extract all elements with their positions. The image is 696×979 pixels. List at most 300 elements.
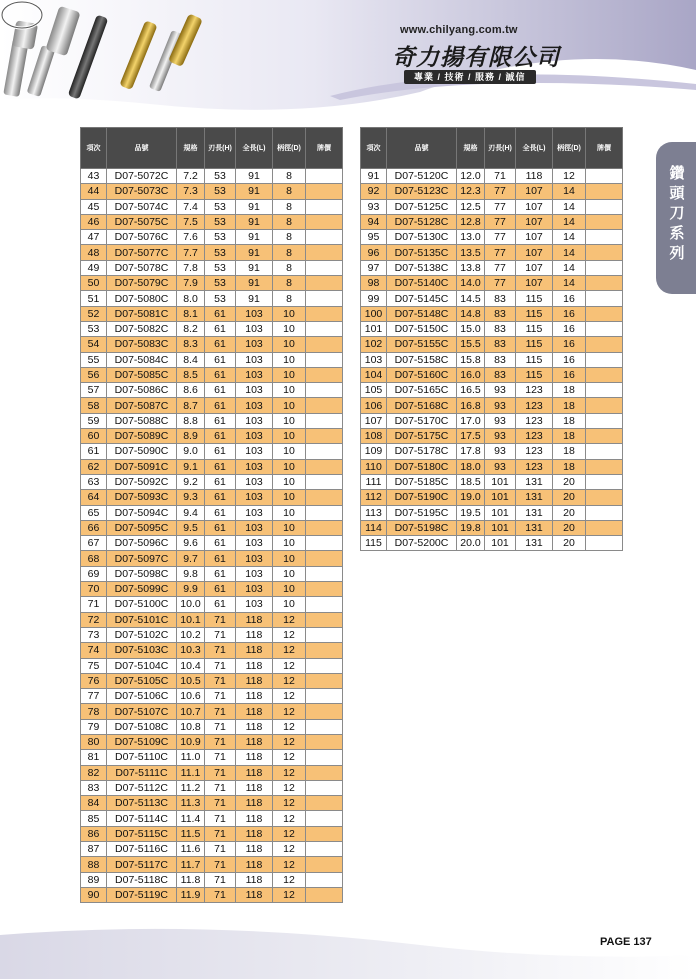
cell-spec: 10.1 [177,612,205,627]
cell-shank-dia: 12 [273,780,306,795]
cell-spec: 12.8 [457,214,485,229]
cell-part-no: D07-5125C [387,199,457,214]
cell-flute-length: 71 [205,826,236,841]
cell-price [306,245,343,260]
cell-item: 104 [361,367,387,382]
cell-overall-length: 118 [236,719,273,734]
cell-flute-length: 71 [205,612,236,627]
cell-item: 51 [81,291,107,306]
cell-price [306,291,343,306]
table-row [361,367,623,382]
cell-item: 49 [81,260,107,275]
cell-shank-dia: 18 [553,398,586,413]
cell-flute-length: 101 [485,536,516,551]
cell-price [306,704,343,719]
table-row [81,658,343,673]
cell-price [306,367,343,382]
cell-shank-dia: 16 [553,337,586,352]
cell-shank-dia: 14 [553,260,586,275]
cell-part-no: D07-5175C [387,429,457,444]
company-name: 奇力揚有限公司 [392,44,560,70]
cell-shank-dia: 12 [273,887,306,902]
table-row [81,597,343,612]
table-row [81,260,343,275]
table-row [361,459,623,474]
cell-overall-length: 118 [236,704,273,719]
cell-item: 108 [361,429,387,444]
cell-overall-length: 123 [516,398,553,413]
cell-overall-length: 118 [236,765,273,780]
col-header-overall-length: 全長(L) [236,128,273,169]
cell-flute-length: 71 [485,169,516,184]
cell-spec: 12.5 [457,199,485,214]
cell-flute-length: 77 [485,276,516,291]
table-row [361,321,623,336]
cell-part-no: D07-5135C [387,245,457,260]
table-row [81,643,343,658]
cell-spec: 7.8 [177,260,205,275]
cell-spec: 8.7 [177,398,205,413]
cell-price [586,367,623,382]
table-row [81,566,343,581]
cell-spec: 17.8 [457,444,485,459]
cell-part-no: D07-5158C [387,352,457,367]
cell-spec: 16.8 [457,398,485,413]
cell-spec: 10.9 [177,734,205,749]
cell-flute-length: 71 [205,842,236,857]
cell-shank-dia: 10 [273,352,306,367]
table-row [81,582,343,597]
cell-item: 75 [81,658,107,673]
cell-overall-length: 107 [516,199,553,214]
cell-price [306,582,343,597]
category-side-tab [656,142,696,294]
table-row [81,337,343,352]
table-row [81,719,343,734]
table-row [81,750,343,765]
cell-part-no: D07-5090C [107,444,177,459]
cell-overall-length: 118 [236,872,273,887]
cell-flute-length: 53 [205,260,236,275]
cell-price [306,505,343,520]
cell-overall-length: 103 [236,536,273,551]
cell-item: 87 [81,842,107,857]
cell-spec: 8.0 [177,291,205,306]
cell-price [306,306,343,321]
cell-part-no: D07-5081C [107,306,177,321]
cell-item: 107 [361,413,387,428]
cell-shank-dia: 8 [273,245,306,260]
table-row [81,826,343,841]
table-row [81,704,343,719]
cell-flute-length: 77 [485,245,516,260]
table-row [81,811,343,826]
cell-item: 114 [361,520,387,535]
col-header-spec: 規格 [177,128,205,169]
cell-price [586,306,623,321]
cell-flute-length: 61 [205,597,236,612]
cell-price [586,245,623,260]
cell-price [586,169,623,184]
cell-item: 77 [81,689,107,704]
cell-overall-length: 103 [236,306,273,321]
cell-shank-dia: 10 [273,551,306,566]
cell-item: 80 [81,734,107,749]
cell-item: 105 [361,383,387,398]
cell-overall-length: 131 [516,505,553,520]
cell-item: 98 [361,276,387,291]
cell-item: 58 [81,398,107,413]
cell-shank-dia: 10 [273,337,306,352]
cell-item: 62 [81,459,107,474]
cell-spec: 19.5 [457,505,485,520]
cell-item: 60 [81,429,107,444]
cell-flute-length: 93 [485,413,516,428]
cell-shank-dia: 8 [273,260,306,275]
cell-price [306,276,343,291]
cell-flute-length: 71 [205,796,236,811]
cell-price [306,689,343,704]
cell-shank-dia: 10 [273,306,306,321]
cell-spec: 9.8 [177,566,205,581]
table-row [81,673,343,688]
cell-spec: 10.2 [177,627,205,642]
table-row [361,520,623,535]
cell-overall-length: 91 [236,169,273,184]
cell-spec: 10.4 [177,658,205,673]
cell-flute-length: 61 [205,367,236,382]
page-number: PAGE 137 [600,936,652,948]
cell-item: 95 [361,230,387,245]
cell-overall-length: 103 [236,582,273,597]
cell-spec: 11.1 [177,765,205,780]
table-row [81,230,343,245]
cell-flute-length: 93 [485,459,516,474]
cell-shank-dia: 12 [273,612,306,627]
cell-shank-dia: 14 [553,199,586,214]
website-url[interactable]: www.chilyang.com.tw [400,24,518,36]
cell-part-no: D07-5080C [107,291,177,306]
cell-item: 115 [361,536,387,551]
cell-price [306,597,343,612]
cell-shank-dia: 12 [273,673,306,688]
cell-spec: 19.8 [457,520,485,535]
cell-spec: 19.0 [457,490,485,505]
cell-spec: 8.5 [177,367,205,382]
col-header-part-no: 品號 [107,128,177,169]
cell-part-no: D07-5165C [387,383,457,398]
cell-spec: 9.4 [177,505,205,520]
cell-shank-dia: 20 [553,520,586,535]
cell-part-no: D07-5120C [387,169,457,184]
cell-flute-length: 71 [205,750,236,765]
cell-flute-length: 71 [205,780,236,795]
cell-item: 79 [81,719,107,734]
cell-item: 85 [81,811,107,826]
cell-flute-length: 71 [205,857,236,872]
cell-shank-dia: 20 [553,490,586,505]
cell-spec: 8.9 [177,429,205,444]
cell-item: 64 [81,490,107,505]
cell-spec: 20.0 [457,536,485,551]
cell-item: 76 [81,673,107,688]
cell-spec: 11.2 [177,780,205,795]
cell-overall-length: 103 [236,551,273,566]
cell-part-no: D07-5168C [387,398,457,413]
table-row [361,429,623,444]
cell-part-no: D07-5140C [387,276,457,291]
cell-part-no: D07-5107C [107,704,177,719]
cell-spec: 18.0 [457,459,485,474]
cell-shank-dia: 12 [273,627,306,642]
cell-price [586,199,623,214]
cell-price [306,551,343,566]
cell-spec: 15.8 [457,352,485,367]
cell-shank-dia: 12 [553,169,586,184]
cell-part-no: D07-5178C [387,444,457,459]
col-header-flute-length: 刃長(H) [205,128,236,169]
cell-overall-length: 91 [236,230,273,245]
cell-part-no: D07-5106C [107,689,177,704]
cell-price [306,413,343,428]
cell-flute-length: 61 [205,520,236,535]
cell-price [306,474,343,489]
cell-price [306,199,343,214]
cell-item: 59 [81,413,107,428]
cell-shank-dia: 8 [273,276,306,291]
cell-overall-length: 107 [516,214,553,229]
cell-part-no: D07-5111C [107,765,177,780]
cell-flute-length: 53 [205,169,236,184]
cell-part-no: D07-5105C [107,673,177,688]
table-row [81,413,343,428]
cell-flute-length: 61 [205,536,236,551]
cell-shank-dia: 10 [273,520,306,535]
table-row [81,429,343,444]
cell-flute-length: 77 [485,184,516,199]
table-row [81,398,343,413]
cell-flute-length: 93 [485,429,516,444]
cell-item: 56 [81,367,107,382]
table-row [81,505,343,520]
cell-shank-dia: 16 [553,321,586,336]
cell-part-no: D07-5099C [107,582,177,597]
cell-item: 92 [361,184,387,199]
cell-item: 97 [361,260,387,275]
cell-part-no: D07-5114C [107,811,177,826]
cell-overall-length: 103 [236,566,273,581]
cell-flute-length: 61 [205,413,236,428]
cell-shank-dia: 12 [273,826,306,841]
cell-item: 53 [81,321,107,336]
cell-overall-length: 123 [516,383,553,398]
cell-shank-dia: 14 [553,214,586,229]
cell-shank-dia: 10 [273,536,306,551]
cell-part-no: D07-5098C [107,566,177,581]
cell-flute-length: 71 [205,627,236,642]
cell-price [586,260,623,275]
cell-flute-length: 61 [205,582,236,597]
cell-flute-length: 71 [205,719,236,734]
cell-shank-dia: 12 [273,765,306,780]
cell-item: 43 [81,169,107,184]
cell-flute-length: 71 [205,704,236,719]
cell-flute-length: 93 [485,398,516,413]
cell-overall-length: 118 [236,612,273,627]
cell-part-no: D07-5073C [107,184,177,199]
table-row [81,857,343,872]
cell-price [586,520,623,535]
cell-part-no: D07-5198C [387,520,457,535]
cell-overall-length: 107 [516,230,553,245]
cell-spec: 9.3 [177,490,205,505]
cell-flute-length: 71 [205,887,236,902]
cell-item: 100 [361,306,387,321]
cell-price [306,796,343,811]
cell-part-no: D07-5109C [107,734,177,749]
cell-flute-length: 53 [205,214,236,229]
cell-flute-length: 61 [205,474,236,489]
cell-overall-length: 118 [236,857,273,872]
cell-price [306,719,343,734]
table-row [361,245,623,260]
cell-part-no: D07-5118C [107,872,177,887]
cell-flute-length: 77 [485,260,516,275]
cell-flute-length: 71 [205,734,236,749]
table-row [81,689,343,704]
cell-spec: 10.0 [177,597,205,612]
company-logo [0,0,48,30]
table-row [361,291,623,306]
col-header-shank-dia: 柄徑(D) [273,128,306,169]
cell-shank-dia: 12 [273,842,306,857]
cell-price [586,276,623,291]
cell-price [306,214,343,229]
cell-shank-dia: 10 [273,413,306,428]
cell-shank-dia: 10 [273,398,306,413]
cell-part-no: D07-5095C [107,520,177,535]
table-row [361,276,623,291]
table-row [81,734,343,749]
col-header-shank-dia: 柄徑(D) [553,128,586,169]
cell-spec: 9.9 [177,582,205,597]
cell-flute-length: 83 [485,291,516,306]
table-row [81,520,343,535]
col-header-spec: 規格 [457,128,485,169]
cell-part-no: D07-5086C [107,383,177,398]
cell-overall-length: 107 [516,184,553,199]
cell-overall-length: 123 [516,429,553,444]
cell-shank-dia: 16 [553,291,586,306]
cell-price [306,459,343,474]
cell-flute-length: 71 [205,811,236,826]
cell-spec: 11.5 [177,826,205,841]
cell-overall-length: 115 [516,352,553,367]
cell-price [306,169,343,184]
cell-shank-dia: 12 [273,750,306,765]
table-row [81,536,343,551]
col-header-price: 牌價 [306,128,343,169]
cell-price [306,230,343,245]
cell-overall-length: 131 [516,536,553,551]
cell-part-no: D07-5185C [387,474,457,489]
cell-flute-length: 71 [205,658,236,673]
cell-part-no: D07-5087C [107,398,177,413]
cell-flute-length: 61 [205,505,236,520]
cell-flute-length: 83 [485,337,516,352]
header-band [0,0,696,112]
cell-price [306,184,343,199]
cell-flute-length: 71 [205,765,236,780]
table-row [81,765,343,780]
cell-spec: 13.0 [457,230,485,245]
cell-spec: 9.6 [177,536,205,551]
cell-shank-dia: 10 [273,566,306,581]
cell-shank-dia: 8 [273,230,306,245]
cell-price [586,337,623,352]
col-header-item: 項次 [81,128,107,169]
cell-flute-length: 61 [205,383,236,398]
cell-overall-length: 103 [236,505,273,520]
table-row [361,352,623,367]
cell-shank-dia: 20 [553,505,586,520]
cell-price [306,612,343,627]
cell-spec: 11.9 [177,887,205,902]
cell-price [586,413,623,428]
cell-overall-length: 91 [236,214,273,229]
cell-item: 67 [81,536,107,551]
table-row [81,887,343,902]
cell-item: 102 [361,337,387,352]
company-slogan: 專業 / 技術 / 服務 / 誠信 [404,70,536,84]
cell-spec: 10.6 [177,689,205,704]
cell-part-no: D07-5074C [107,199,177,214]
cell-overall-length: 123 [516,444,553,459]
cell-overall-length: 103 [236,459,273,474]
cell-price [306,383,343,398]
cell-flute-length: 61 [205,551,236,566]
cell-flute-length: 61 [205,306,236,321]
cell-price [306,627,343,642]
cell-overall-length: 131 [516,520,553,535]
cell-flute-length: 77 [485,199,516,214]
cell-part-no: D07-5117C [107,857,177,872]
cell-part-no: D07-5150C [387,321,457,336]
cell-overall-length: 103 [236,490,273,505]
cell-price [586,398,623,413]
cell-part-no: D07-5083C [107,337,177,352]
cell-spec: 16.0 [457,367,485,382]
cell-spec: 11.8 [177,872,205,887]
cell-overall-length: 91 [236,276,273,291]
cell-part-no: D07-5079C [107,276,177,291]
cell-part-no: D07-5104C [107,658,177,673]
cell-shank-dia: 12 [273,796,306,811]
cell-part-no: D07-5077C [107,245,177,260]
cell-flute-length: 93 [485,383,516,398]
cell-item: 54 [81,337,107,352]
cell-part-no: D07-5089C [107,429,177,444]
col-header-part-no: 品號 [387,128,457,169]
table-row [361,214,623,229]
cell-flute-length: 83 [485,321,516,336]
cell-item: 52 [81,306,107,321]
cell-item: 91 [361,169,387,184]
cell-item: 106 [361,398,387,413]
cell-spec: 9.5 [177,520,205,535]
cell-item: 81 [81,750,107,765]
cell-price [586,536,623,551]
